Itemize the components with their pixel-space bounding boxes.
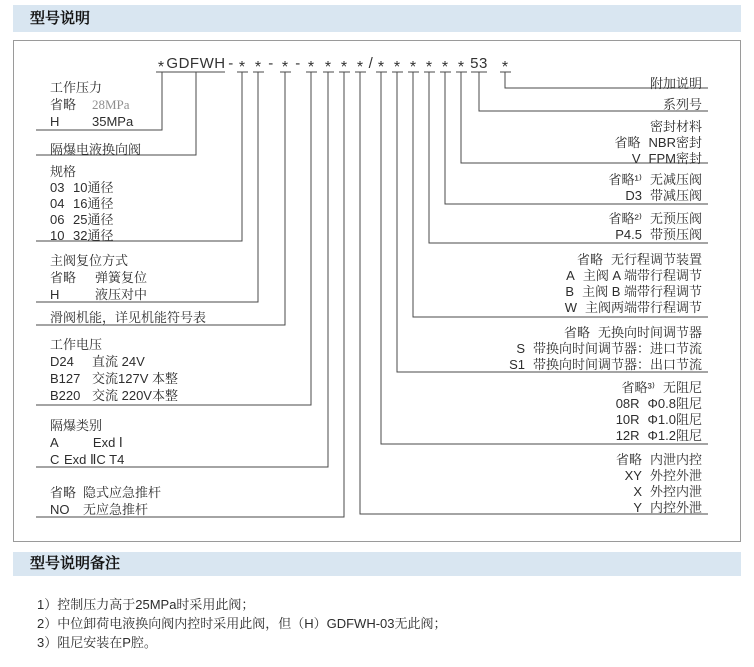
note-line: 3）阻尼安装在P腔。 <box>37 635 157 650</box>
option-row: X 外控内泄 <box>633 484 702 499</box>
code-dash: - <box>228 55 234 72</box>
option-row: D3 带减压阀 <box>625 188 702 203</box>
option-row: 省略¹⁾ 无减压阀 <box>608 172 702 187</box>
option-row: H 液压对中 <box>50 287 148 302</box>
group-title: 工作压力 <box>50 80 103 95</box>
option-row: 10 32通径 <box>50 228 114 243</box>
option-row: 省略 内泄内控 <box>615 452 702 467</box>
right-group-stroke-adjustment <box>565 252 702 316</box>
note-line: 2）中位卸荷电液换向阀内控时采用此阀，但（H）GDFWH-03无此阀； <box>37 616 447 631</box>
code-asterisk: * <box>356 59 364 76</box>
option-row: B 主阀 B 端带行程调节 <box>565 284 702 299</box>
left-group-explosion-proof-class <box>50 417 124 468</box>
code-asterisk: * <box>409 59 417 76</box>
option-row: A Exd Ⅰ <box>50 435 123 450</box>
note-line: 1）控制压力高于25MPa时采用此阀； <box>37 597 255 612</box>
right-group-series-number <box>663 97 702 113</box>
section-title: 型号说明 <box>30 10 91 27</box>
option-row: C Exd ⅡC T4 <box>50 452 125 467</box>
code-prefix-gdfwh: GDFWH <box>166 55 226 72</box>
option-row: 04 16通径 <box>50 196 114 211</box>
option-row: XY 外控外泄 <box>624 468 702 483</box>
option-row: 03 10通径 <box>50 180 114 195</box>
right-group-switching-time-adjuster <box>509 325 702 373</box>
right-group-additional-note <box>650 76 702 92</box>
option-row: NO 无应急推杆 <box>50 502 149 517</box>
option-row: P4.5 带预压阀 <box>615 227 702 242</box>
option-row: 08R Φ0.8阻尼 <box>615 396 702 411</box>
code-asterisk: * <box>238 59 246 76</box>
right-group-pilot-and-drain <box>616 452 702 516</box>
option-row: 省略 无换向时间调节器 <box>563 325 702 340</box>
group-title: 主阀复位方式 <box>50 253 129 268</box>
option-row: 附加说明 <box>649 76 702 91</box>
code-asterisk: * <box>501 59 509 76</box>
right-group-damping <box>616 380 702 444</box>
group-title: 密封材料 <box>649 119 702 134</box>
option-row: A 主阀 A 端带行程调节 <box>566 268 702 283</box>
option-row: 省略 隐式应急推杆 <box>50 485 162 500</box>
option-row: B220 交流 220V本整 <box>50 388 178 403</box>
group-title: 隔爆类别 <box>50 418 103 433</box>
code-asterisk: * <box>157 59 165 76</box>
option-row: 省略²⁾ 无预压阀 <box>608 211 702 226</box>
option-row: H 35MPa <box>50 114 134 129</box>
option-row: 12R Φ1.2阻尼 <box>615 428 702 443</box>
option-row: 10R Φ1.0阻尼 <box>615 412 702 427</box>
option-row: 06 25通径 <box>50 212 114 227</box>
option-row: Y 内控外泄 <box>633 500 702 515</box>
code-asterisk: * <box>324 59 332 76</box>
option-row: S 带换向时间调节器：进口节流 <box>516 341 702 356</box>
section-bar-model-description <box>13 5 741 32</box>
group-title: 工作电压 <box>50 337 103 352</box>
option-row: 省略³⁾ 无阻尼 <box>621 380 702 395</box>
option-row: 省略 无行程调节装置 <box>576 252 702 267</box>
option-row: 省略 28MPa <box>50 97 130 112</box>
group-title: 滑阀机能，详见机能符号表 <box>50 310 207 325</box>
left-group-main-valve-reset <box>50 252 147 303</box>
code-asterisk: * <box>457 59 465 76</box>
option-row: S1 带换向时间调节器：出口节流 <box>509 357 702 372</box>
code-asterisk: * <box>393 59 401 76</box>
option-row: 系列号 <box>662 97 702 112</box>
left-group-spool-function <box>50 309 206 326</box>
code-asterisk: * <box>441 59 449 76</box>
left-group-valve-name <box>50 141 141 158</box>
option-row: B127 交流127V 本整 <box>50 371 178 386</box>
code-asterisk: * <box>254 59 262 76</box>
code-slash: / <box>368 55 374 72</box>
group-title: 隔爆电液换向阀 <box>50 142 142 157</box>
left-group-emergency-pushrod <box>50 484 161 518</box>
option-row: 省略 NBR密封 <box>614 135 702 150</box>
section-bar-notes <box>13 552 741 576</box>
code-dash: - <box>295 55 301 72</box>
code-asterisk: * <box>307 59 315 76</box>
right-group-pressure-reducing-valve <box>608 172 702 204</box>
code-dash: - <box>268 55 274 72</box>
right-group-preload-valve <box>608 211 702 243</box>
left-group-working-voltage <box>50 336 178 404</box>
option-row: W 主阀两端带行程调节 <box>564 300 702 315</box>
left-group-working-pressure <box>50 79 133 130</box>
right-group-seal-material <box>615 119 702 167</box>
code-series-53: 53 <box>470 55 488 72</box>
code-asterisk: * <box>377 59 385 76</box>
code-asterisk: * <box>281 59 289 76</box>
option-row: D24 直流 24V <box>50 354 145 369</box>
option-row: V FPM密封 <box>631 151 702 166</box>
code-asterisk: * <box>340 59 348 76</box>
option-row: 省略 弹簧复位 <box>50 270 148 285</box>
group-title: 规格 <box>50 164 77 179</box>
left-group-size <box>50 164 113 244</box>
code-asterisk: * <box>425 59 433 76</box>
section-title: 型号说明备注 <box>30 555 121 572</box>
